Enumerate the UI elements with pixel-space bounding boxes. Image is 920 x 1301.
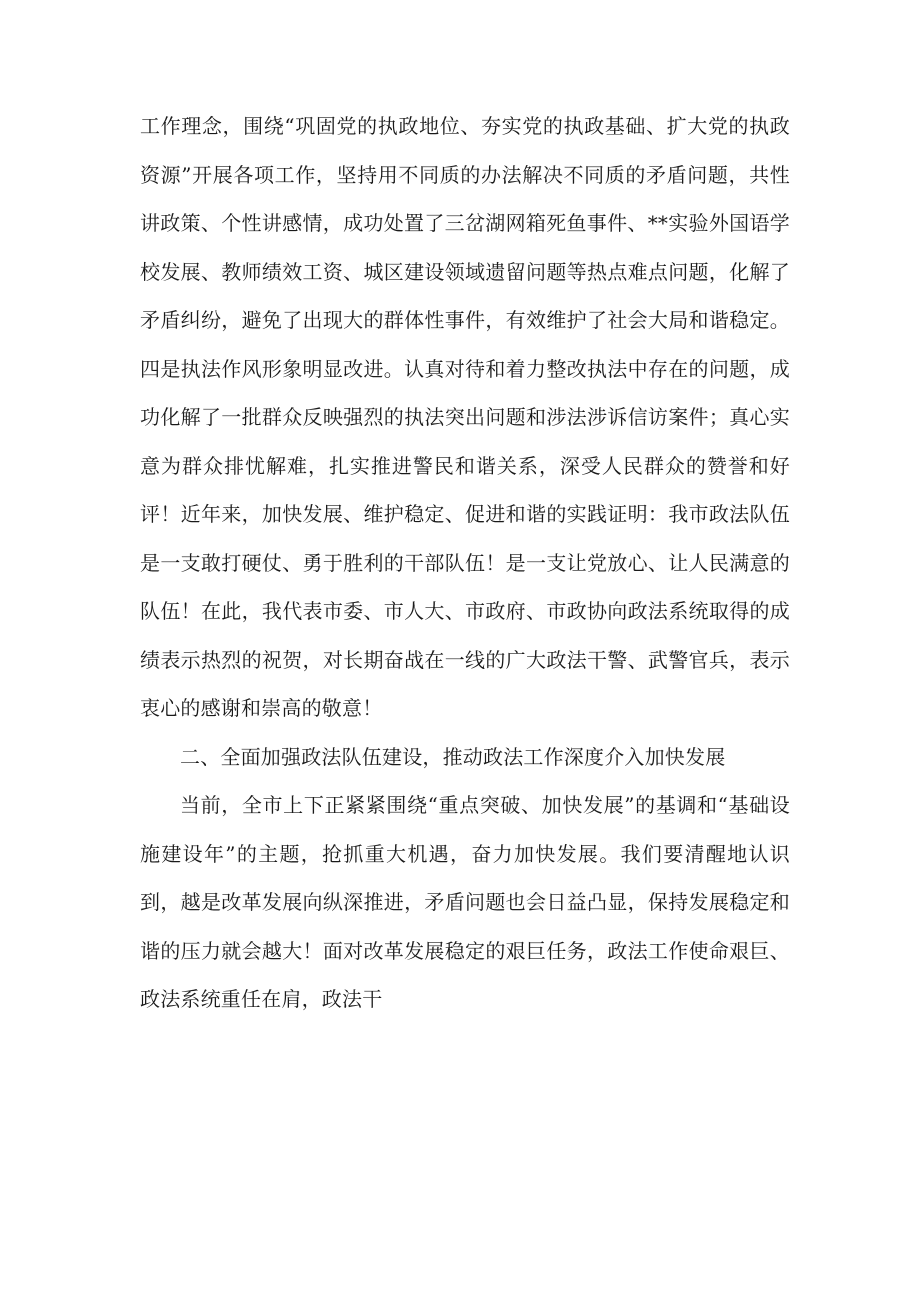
document-body <box>140 102 790 1024</box>
body-paragraph: 当前，全市上下正紧紧围绕“重点突破、加快发展”的基调和“基础设施建设年”的主题，抢抓重大机遇，奋力加快发展。我们要清醒地认识到，越是改革发展向纵深推进，矛盾问题也会日益凸显，保持发展稳定和谐的压力就会越大！面对改革发展稳定的艰巨任务，政法工作使命艰巨、政法系统重任在肩，政法干 <box>140 793 790 1011</box>
section-heading: 二、全面加强政法队伍建设，推动政法工作深度介入加快发展 <box>180 744 726 769</box>
body-paragraph-continued: 工作理念，围绕“巩固党的执政地位、夯实党的执政基础、扩大党的执政资源”开展各项工作，坚持用不同质的办法解决不同质的矛盾问题，共性讲政策、个性讲感情，成功处置了三岔湖网箱死鱼事件、**实验外国语学校发展、教师绩效工资、城区建设领域遗留问题等热点难点问题，化解了矛盾纠纷，避免了出现大的群体性事件，有效维护了社会大局和谐稳定。四是执法作风形象明显改进。认真对待和着力整改执法中存在的问题，成功化解了一批群众反映强烈的执法突出问题和涉法涉诉信访案件；真心实意为群众排忧解难，扎实推进警民和谐关系，深受人民群众的赞誉和好评！近年来，加快发展、维护稳定、促进和谐的实践证明：我市政法队伍是一支敢打硬仗、勇于胜利的干部队伍！是一支让党放心、让人民满意的队伍！在此，我代表市委、市人大、市政府、市政协向政法系统取得的成绩表示热烈的祝贺，对长期奋战在一线的广大政法干警、武警官兵，表示衷心的感谢和崇高的敬意！ <box>140 114 790 720</box>
